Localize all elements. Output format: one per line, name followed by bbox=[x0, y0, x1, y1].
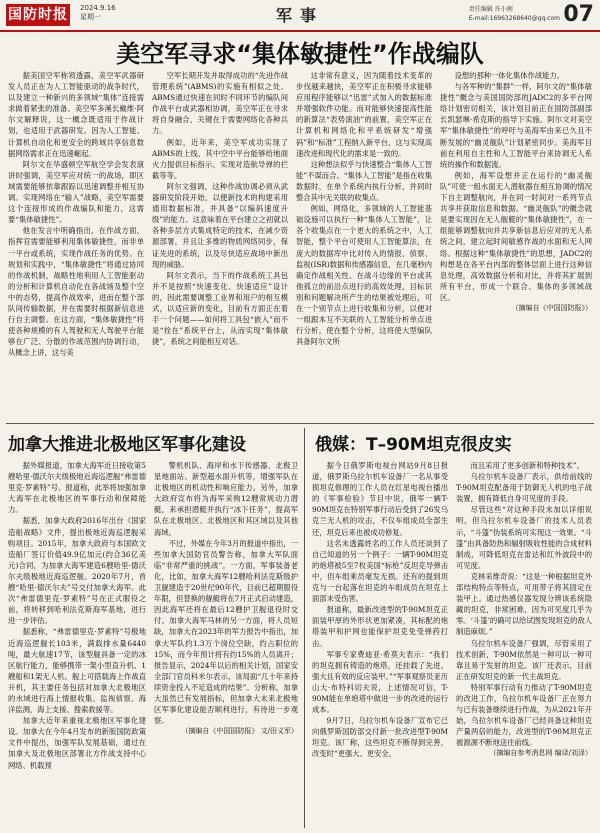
paragraph: 据悉，加拿大政府2016年出台《国家造船战略》文件，提出极地近海巡逻舰采购项目。2015年，加拿大政府与本国欧文造船厂签订价值49.9亿加元(约合36亿美元)合同，为加拿大海军建造6艘哈里·德沃尔夫级极地近海巡逻舰。2020年7月，首艘“哈里·德沃尔夫”号交付加拿大海军。此次“弗雷德里克·罗素特”号在正式服役之前，将转移到哈利法克斯海军基地，进行进一步评估。 bbox=[8, 516, 146, 626]
paragraph: 而且采用了更多创新和特种技术”。 bbox=[470, 461, 584, 470]
canada-article-col2 bbox=[154, 460, 298, 828]
section-divider bbox=[6, 423, 594, 424]
paragraph: 这非常有意义，因为随着技术变革的步伐越来越快，美空军正在积极寻求能够应用程序能够以“迅雷”式加入的数据标准并增强软件功能。而对能够快速提高性能的新算法“表势演油”的前置，美空军正在计算机和网络化和平系统研发“增强码”和“标准”工程纳入新平台，这与实现高速改进和现代化的需求是一致的。 bbox=[296, 71, 432, 158]
main-article-col3 bbox=[296, 70, 432, 420]
weekday-text: 星期一 bbox=[80, 13, 101, 21]
editor-email: E-mail:16963268640@qq.com bbox=[468, 15, 560, 22]
paragraph: 例如，网络化、多领域的人工智能基础设施可以执行一种“集体人工智能”，让各个收集点在一个更大的系统之中，人工智能，整个平台可使用人工智能算法，在庞大的数据库中比对传入的情报、侦察、监视(ISR)数据和传感器信息，在几毫秒内确定作战相关性。在战斗边缘的平台或其他孤立的前沿点进行的高效处理，目标识别和问题解决所产生的结果被处理后，可在一个别节点上进行收集和分析，以便对一组跟本互不关联的人工智能分析单点进行分析，使在整个分析，这将使大型编队具备阿尔文所 bbox=[296, 204, 432, 347]
page-number: 07 bbox=[563, 2, 594, 27]
article-signature: （摘编自《中国国防报》） bbox=[511, 303, 592, 312]
main-article-col4 bbox=[440, 70, 592, 420]
page-header bbox=[0, 0, 600, 32]
canada-headline: 加拿大推进北极地区军事化建设 bbox=[8, 435, 246, 455]
paragraph: 9月7日，乌拉尔机车设备厂宣布它已向俄罗斯国防部交付新一批改进型T-90M坦克。该厂称，这些坦克不断得到完善，改变时“更强大、更安全， bbox=[312, 716, 448, 759]
t90m-article-col2 bbox=[456, 460, 592, 828]
paragraph: 据悉称，“弗雷德里克·罗素特”号极地近海巡逻舰长103米，满载排水量6440吨，最大航速17节，该型舰具备一定的冰区航行能力，能够携带一架小型直升机、1艘船和1架无人机。舰上可搭载海上作战直升机，其主要任务包括对加拿大北极地区的水域进行海上情报收集、监视侦察、海洋监测，海上支援、搜索救援等。 bbox=[8, 627, 146, 715]
main-headline: 美空军寻求“集体敏捷性”作战编队 bbox=[116, 40, 484, 68]
paragraph: 据外媒报道，加拿大海军近日接收第5艘哈里·德沃尔夫级极地近海巡逻舰“弗雷德里克·罗素特”号。报道称，此举将加强加拿大海军在北极地区的军事行动和保障能力。 bbox=[8, 461, 146, 515]
t90m-article-col1 bbox=[312, 460, 448, 828]
section-title: 军事 bbox=[275, 6, 324, 25]
paragraph: 据今日俄罗斯电视台网站9月8日报道，俄罗斯乌拉尔机车设备厂一名从事受损坦克修理的工作人员在红星电视台播出的《军事检验》节目中说，俄军一辆T-90M坦克在特别军事行动后受到了26发乌克兰无人机的攻击，不仅车组成员全部生还，坦克后来也被成功修复。 bbox=[312, 461, 448, 537]
paragraph: 这名未透露姓名的工作人员还谈到了自己知道的另一个例子：一辆T-90M坦克的炮塔被5至7枚美国“标枪”反坦克导弹击中，但车组乘员毫发无损。还有的提到坦克与一台起落在坦克的车组成员在坦克上面部未受伤害。 bbox=[312, 538, 448, 604]
paragraph: 阿尔文表示，当下的作战系统工具包并不是按照“快速变化、快速适应”设计的，因此需要调整工业界和用户的相互模式，以适应新的变化，目前有方面正在着手一个问题——如何将工具包“嵌入”而不是“拴在”系统平台上，从而实现“集体敏捷”，系统之间能相互对话。 bbox=[152, 270, 288, 347]
editor-info bbox=[469, 5, 560, 23]
newspaper-logo: 国防时报 bbox=[6, 4, 70, 26]
paragraph: 例如，近年来，美空军成功实现了ABMS的上线，其中空中平台能够给地面火力提供目标指示，实现对造航导弹的拦截等等。 bbox=[152, 137, 288, 180]
article-signature: （摘编自参考消息网 编译/刘泽） bbox=[489, 749, 592, 758]
paragraph: 他在发言中明确指出，在作战方面，指挥官需要能够利用集体敏捷性，而非单一平台或系统，实现作战任务的优势。在规划和实践中，“集体敏捷性”将通过协同的作战机制，战略性地利用人工智能驱动的分析和计算机自动化在各战场及整个空中的态势，提高作战效率，进而在整个部队间传输数据，并在需要时根据新信息进行自主调整。在这方面，“集体敏捷性”将使各种规模的有人驾驶和无人驾驶平台能够在广泛、分散的作战范围内协调行动，从概念上讲，这与美 bbox=[8, 226, 144, 358]
main-article-col1 bbox=[8, 70, 144, 420]
paragraph: 这种想法似乎与快速整合“集体人工智能”不谋而合。“集体人工智能”是指在收集数据时，在单个系统内执行分析，并同时整合其中无关联的收集点。 bbox=[296, 159, 432, 203]
paragraph: 报道称，最新改进型的T-90M坦克正面装甲厚的外形状更加紧凑，其标配的炮塔装甲和护网也能保护坦克免受弹药打击。 bbox=[312, 605, 448, 648]
paragraph: 例如，海军设想并正在运行的“幽灵舰队”可使一组水面无人潜航器在相互协调的情况下自主调整航向，并在同一时间对一系列节点共享并获取信息和数据。“幽灵舰队”的概念就是要实现因在无人舰艇的“集体敏捷性”，在一组能够调整航向并共享新信息后应对的无人系统之间，建立起时间敏感作战的水面和无人网络。根据这种“集体敏捷性”的思想，JADC2的构想是在各平台内部的整体层面上进行这种信息处理，高效数据分析和对比，并将其扩展到所有平台，形成一个联合、集体的多领域战区。 bbox=[440, 170, 592, 302]
paragraph: 阿尔文强调，这种作战协调必须从武器研发阶段开始，以便新技术的构建采用通用数据标准，并具备“以编码速度升级”的能力。这意味着在平台建立之初就以各种多层方式集成特定的技术，在减少资源部署，并且让多维的物质网络同步，保证先进的系统，以及尽快适应战场中新出现的威胁。 bbox=[152, 181, 288, 269]
paragraph: 乌拉尔机车设备厂强调，尽管采用了技术创新，T-90M依然是一种可以一种可靠且易于发射的坦克。该厂还表示，目前正在研发坦克的新一代主战坦克。 bbox=[456, 638, 592, 681]
paragraph: 军事专家费迪亚·希莫夫表示：“我们的坦克拥有铸造的炮塔，还挂载了先进、强大且有效的反应装甲。”“军事观察员亚历山大·布特科切夫说，上述情况可信，T-90M能在单炮塔中做进一步的改进的运行成本。 bbox=[312, 649, 448, 715]
paragraph: 克林采维奇说：“这是一种根据坦克外部结构特点等特点，可用带子将其固定在装甲上。通过热感仪器发现分辨该系统隐藏的坦克，非常困难，因为可见度几乎为零。‘斗篷’的确可以给试图发现坦克的敌人制造麻烦。” bbox=[456, 571, 592, 637]
paragraph: 设想的那种一体化集体作战能力。 bbox=[454, 71, 565, 80]
paragraph: 阿尔文在华盛顿空军航空学会发表演讲时强调，美空军应对统一的战场，即区域需要能够依靠跟踪以迅速调整并相互协调。实现网络在“输入”战略，美空军需要这个连接形成的作战编队和能力，这需要“集体敏捷性”。 bbox=[8, 159, 144, 225]
column-divider bbox=[304, 428, 305, 828]
main-article-col2 bbox=[152, 70, 288, 420]
paragraph: 不过，外媒在今年3月的报道中指出，一些加拿大国防官员警告称，加拿大军队面临“非常严重的挑战”。一方面，军事装备老化，比如，加拿大海军12艘哈利法克斯级护卫舰建造于20世纪90年代，目前已超期服役年限，但替换的舰艇将在7月正式启动建造，因此海军还将在最后12艘护卫舰退役时交付。加拿大海军马林的另一方面，将人员短缺，加拿大在2023年的军力报告中指出，加拿大军队约1.3万个岗位空缺，约占职位的15%，而今年预计将有约15%的人员离开；报告显示，2024年以后的相关计划，国家安全部门官员科米尔表示，该局面“几十年来持续资金投入不足造成的结果”。分析称，加拿大虽然已有发展指标，但加拿大未来北极地区军事化建设能否顺利进行，有待进一步观察。 bbox=[154, 538, 298, 726]
canada-article-col1 bbox=[8, 460, 146, 828]
paragraph: 与各军种的“集群”一样，阿尔文的“集体敏捷性”概念与美国国防部的JADC2的多平台网络计划密切相关，该计划目前正在国防部副部长凯瑟琳·希克斯的指导下实施。阿尔文对美空军“集体敏捷性”的呼吁与美海军由来已久且不断发展的“幽灵舰队”计划紧密同步。美海军目前在利用自主性和人工智能平台来协调无人系统的操作和数据流。 bbox=[440, 82, 592, 169]
paragraph: 乌拉尔机车设备厂表示，供给前线的T-90M坦克配备用于防御无人机的电子战装置，拥有降低自身可见度的手段。 bbox=[456, 472, 592, 504]
paragraph: 据美国空军称领透露，美空军武器研发人员正在为人工智能驱动的战争时代，以及建立一种新兴的多领域“集体”连接需求做着紧张的准备。美空军多溪长戴维·阿尔文解释说，这一概念既适用于作战计划，也适用于武器研发。因为人工智能、计算机自动化和更安全的跨域共享信息数据网络需求正在迅速崛起。 bbox=[8, 71, 144, 158]
paragraph: 空军长期开发并取得成功的“先进作战管理系统”(ABMS)的实施有相似之处。ABMS通过快速在同时不同环节的编队间作战平台或武器相协调，美空军正在寻求将自身融合，关键在于需要网络化各种兵力。 bbox=[152, 71, 288, 136]
article-signature: （摘编自《中国国防报》 文/田义军） bbox=[181, 727, 298, 736]
paragraph: 加拿大近年来重视北极地区军事化建设。加拿大在今年4月发布的新版国防政策文件中提出，加强军队发展基础，通过在加拿大及北极地区部署北方作战支持中心网络、机载预 bbox=[8, 716, 146, 770]
issue-date bbox=[80, 4, 116, 22]
paragraph: 警机机队、海岸和水下传感器、北极卫星地面站、新型超水面升机等，增强军队在北极地区的机动性和响应能力。另外，加拿大政府宣布将为海军采购12艘常规动力潜艇，来承担潜艇并执行“冰下任务”，提高军队在北极地区、北极地区和其区域以及其他海域。 bbox=[154, 461, 298, 537]
t90m-headline: 俄媒：T–90M坦克很皮实 bbox=[315, 435, 512, 455]
editor-name: 责任编辑 许小刚 bbox=[468, 6, 513, 13]
paragraph: 特别军事行动有力推动了T-90M坦克的改进工作，乌拉尔机车设备厂正在努力与已有装备继续进行作战，为从2021年开始，乌拉尔机车设备厂已经具备这种坦克产量两倍的能力，改进型的T-90M坦克正被源源不断地送往前线。 bbox=[456, 682, 592, 748]
date-text: 2024.9.16 bbox=[80, 4, 116, 12]
paragraph: 尽管这些“对这种手段未加以详细说明，但乌拉尔机车设备厂的技术人员表示，“斗篷”伪装系统可实现这一效果。“斗篷”由具备防热和辐射吸收性能的合成材料制成，可降低坦克在雷达和红外波段中的可见度。 bbox=[456, 505, 592, 570]
